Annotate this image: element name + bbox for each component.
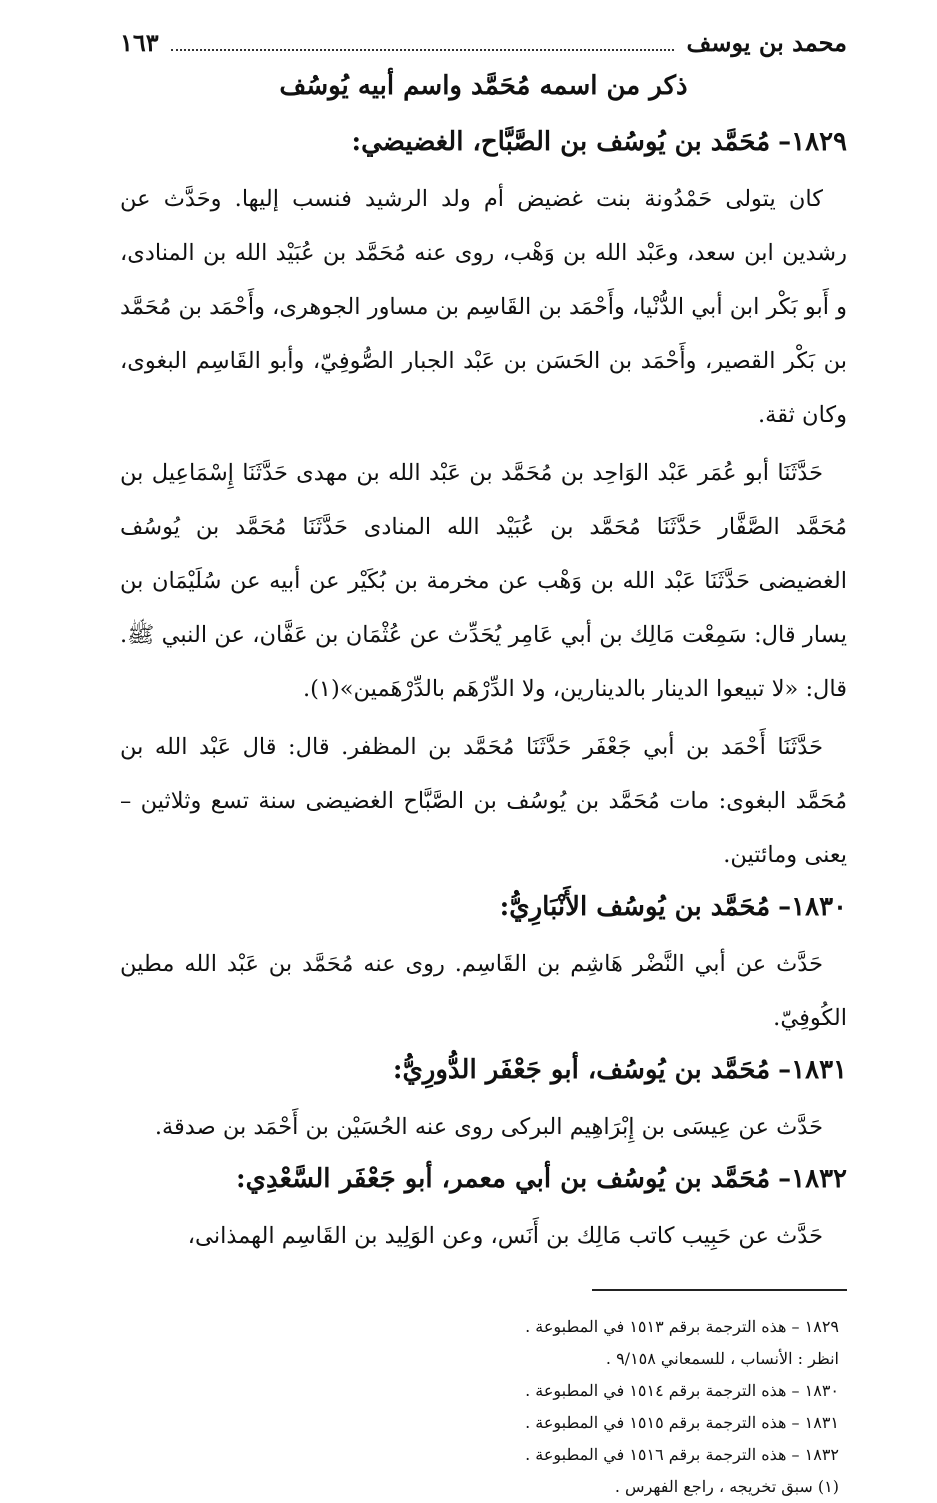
entry-paragraph: حَدَّث عن أبي النَّضْر هَاشِم بن القَاسِم. روى عنه مُحَمَّد بن عَبْد الله مطين الكُوفِيّ. [120, 951, 847, 1031]
footnotes [120, 1311, 847, 1503]
running-header [120, 28, 847, 57]
page-number: ١٦٣ [120, 28, 159, 57]
entry-paragraph: حَدَّث عن حَبِيب كاتب مَالِك بن أَنَس، وعن الوَلِيد بن القَاسِم الهمذانى، [187, 1223, 823, 1249]
running-title: محمد بن يوسف [686, 28, 847, 57]
footnote: انظر : الأنساب ، للسمعاني ٩/١٥٨ . [605, 1349, 839, 1368]
section-heading: ذكر من اسمه مُحَمَّد واسم أبيه يُوسُف [279, 71, 688, 101]
footnote: ١٨٣٠ – هذه الترجمة برقم ١٥١٤ في المطبوعة . [525, 1381, 839, 1400]
footnote: ١٨٢٩ – هذه الترجمة برقم ١٥١٣ في المطبوعة . [525, 1317, 839, 1336]
footnote-separator [592, 1289, 847, 1291]
entry-1829 [120, 123, 847, 882]
entry-1832 [120, 1160, 847, 1263]
entry-1831 [120, 1051, 847, 1154]
header-leader-dots [171, 35, 675, 51]
entry-1830 [120, 888, 847, 1045]
entry-number: ١٨٢٩– [778, 127, 847, 157]
footnote: ١٨٣٢ – هذه الترجمة برقم ١٥١٦ في المطبوعة . [525, 1445, 839, 1464]
entry-paragraph: حَدَّث عن عِيسَى بن إِبْرَاهِيم البركى روى عنه الحُسَيْن بن أَحْمَد بن صدقة. [154, 1114, 823, 1140]
entry-name: مُحَمَّد بن يُوسُف الأَنْبَارِيُّ: [499, 892, 771, 922]
entry-name: مُحَمَّد بن يُوسُف بن أبي معمر، أبو جَعْفَر السَّعْدِي: [236, 1164, 771, 1194]
entry-number: ١٨٣٢– [778, 1164, 847, 1194]
entry-title [120, 1051, 847, 1090]
entry-paragraph: كان يتولى حَمْدُونة بنت غضيض أم ولد الرشيد فنسب إليها. وحَدَّث عن رشدين ابن سعد، وعَبْد الله بن وَهْب، روى عنه مُحَمَّد بن عُبَيْد الله بن المنادى، و أَبو بَكْر ابن أبي الدُّنْيا، وأَحْمَد بن القَاسِم بن مساور الجوهرى، وأَحْمَد بن مُحَمَّد بن بَكْر القصير، وأَحْمَد بن الحَسَن بن عَبْد الجبار الصُّوفِيّ، وأبو القَاسِم البغوى، وكان ثقة. [120, 186, 847, 428]
entry-paragraph: حَدَّثَنَا أبو عُمَر عَبْد الوَاحِد بن مُحَمَّد بن عَبْد الله بن مهدى حَدَّثَنَا إِسْمَاعِيل بن مُحَمَّد الصَّفَّار حَدَّثَنَا مُحَمَّد بن عُبَيْد الله المنادى حَدَّثَنَا مُحَمَّد بن يُوسُف الغضيضى حَدَّثَنَا عَبْد الله بن وَهْب عن مخرمة بن بُكَيْر عن أبيه عن سُلَيْمَان بن يسار قال: سَمِعْت مَالِك بن أبي عَامِر يُحَدِّث عن عُثْمَان بن عَفَّان، عن النبي ﷺ. قال: «لا تبيعوا الدينار بالدينارين، ولا الدِّرْهَم بالدِّرْهَمين»(١). [120, 460, 847, 702]
entry-paragraph: حَدَّثَنَا أَحْمَد بن أبي جَعْفَر حَدَّثَنَا مُحَمَّد بن المظفر. قال: قال عَبْد الله بن مُحَمَّد البغوى: مات مُحَمَّد بن يُوسُف بن الصَّبَّاح الغضيضى سنة تسع وثلاثين – يعنى ومائتين. [120, 734, 847, 868]
entry-number: ١٨٣٠– [778, 892, 847, 922]
entry-name: مُحَمَّد بن يُوسُف، أبو جَعْفَر الدُّورِيُّ: [392, 1055, 771, 1085]
entry-name: مُحَمَّد بن يُوسُف بن الصَّبَّاح، الغضيضي: [351, 127, 771, 157]
footnote: ١٨٣١ – هذه الترجمة برقم ١٥١٥ في المطبوعة . [525, 1413, 839, 1432]
entry-title [120, 888, 847, 927]
entry-title [120, 1160, 847, 1199]
entry-number: ١٨٣١– [778, 1055, 847, 1085]
footnote: (١) سبق تخريجه ، راجع الفهرس . [614, 1477, 839, 1496]
entry-title [120, 123, 847, 162]
